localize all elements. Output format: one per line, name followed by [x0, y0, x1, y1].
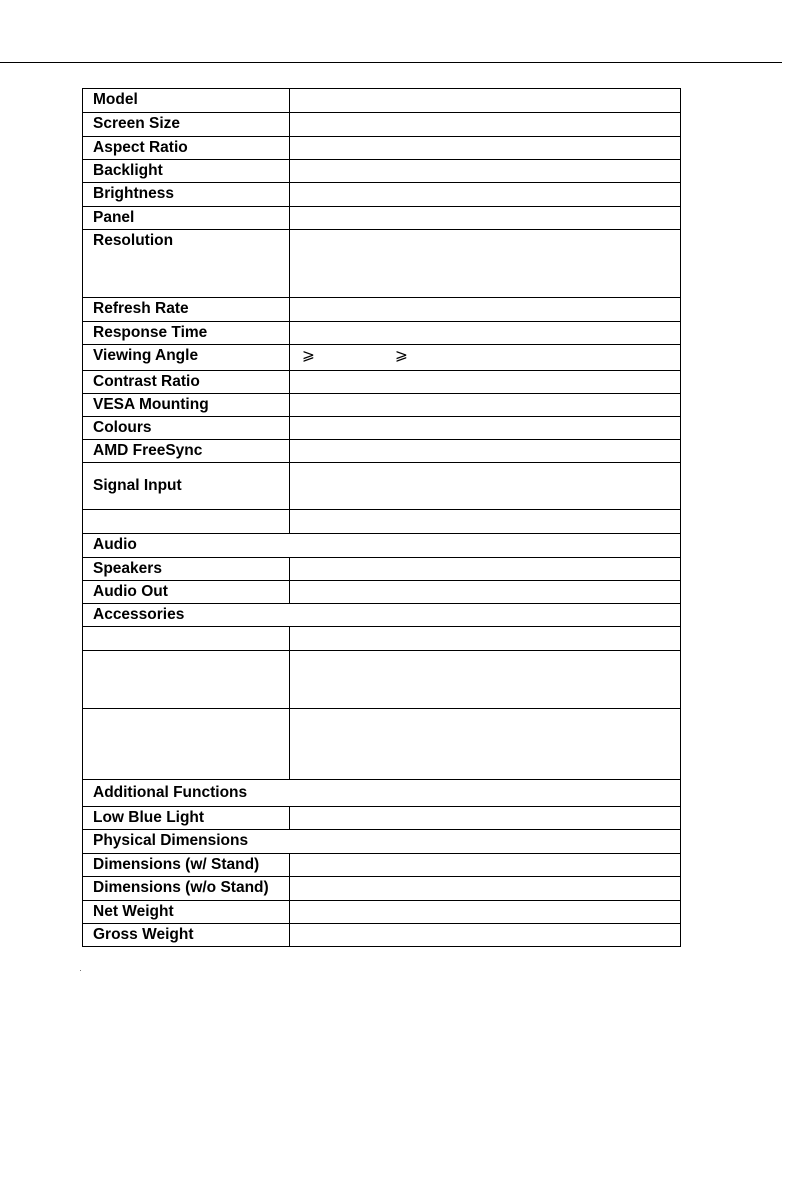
row-value-colours	[290, 417, 681, 440]
row-value-resolution	[290, 230, 681, 298]
row-value-blank	[290, 651, 681, 709]
row-label-response-time: Response Time	[83, 322, 290, 345]
table-row	[83, 298, 681, 322]
table-row	[83, 371, 681, 394]
row-label-brightness: Brightness	[83, 183, 290, 207]
table-row	[83, 463, 681, 510]
section-header-row	[83, 604, 681, 627]
row-value-audio-out	[290, 581, 681, 604]
row-value-amd-freesync	[290, 440, 681, 463]
row-label-vesa-mounting: VESA Mounting	[83, 394, 290, 417]
section-header-additional-functions: Additional Functions	[83, 780, 681, 807]
row-label-signal-input: Signal Input	[83, 463, 290, 510]
row-value-vesa-mounting	[290, 394, 681, 417]
table-row	[83, 322, 681, 345]
row-label-backlight: Backlight	[83, 160, 290, 183]
row-label-contrast-ratio: Contrast Ratio	[83, 371, 290, 394]
row-value-panel	[290, 207, 681, 230]
row-value-contrast-ratio	[290, 371, 681, 394]
row-value-blank	[290, 510, 681, 534]
table-row	[83, 581, 681, 604]
section-header-row	[83, 830, 681, 854]
table-row	[83, 160, 681, 183]
row-label-low-blue-light: Low Blue Light	[83, 807, 290, 830]
row-label-audio-out: Audio Out	[83, 581, 290, 604]
section-header-physical-dimensions: Physical Dimensions	[83, 830, 681, 854]
row-value-net-weight	[290, 901, 681, 924]
row-label-blank	[83, 709, 290, 780]
table-row	[83, 207, 681, 230]
row-label-panel: Panel	[83, 207, 290, 230]
spec-table	[82, 88, 681, 947]
table-row	[83, 854, 681, 877]
row-label-dimensions-with-stand: Dimensions (w/ Stand)	[83, 854, 290, 877]
row-value-gross-weight	[290, 924, 681, 947]
row-label-gross-weight: Gross Weight	[83, 924, 290, 947]
table-row	[83, 137, 681, 160]
table-row	[83, 901, 681, 924]
table-row	[83, 877, 681, 901]
table-row	[83, 417, 681, 440]
row-value-blank	[290, 709, 681, 780]
row-label-model: Model	[83, 89, 290, 113]
section-header-row	[83, 780, 681, 807]
header-rule	[0, 62, 782, 63]
section-header-audio: Audio	[83, 534, 681, 558]
row-value-response-time	[290, 322, 681, 345]
table-row	[83, 924, 681, 947]
row-value-brightness	[290, 183, 681, 207]
row-label-amd-freesync: AMD FreeSync	[83, 440, 290, 463]
row-label-blank	[83, 510, 290, 534]
section-header-accessories: Accessories	[83, 604, 681, 627]
table-row	[83, 627, 681, 651]
table-row	[83, 807, 681, 830]
row-label-aspect-ratio: Aspect Ratio	[83, 137, 290, 160]
row-value-dimensions-without-stand	[290, 877, 681, 901]
table-row	[83, 440, 681, 463]
row-value-dimensions-with-stand	[290, 854, 681, 877]
table-row	[83, 230, 681, 298]
row-label-speakers: Speakers	[83, 558, 290, 581]
row-label-blank	[83, 651, 290, 709]
row-value-aspect-ratio	[290, 137, 681, 160]
row-value-model	[290, 89, 681, 113]
greater-equal-symbol: ⩾	[302, 347, 315, 364]
table-row	[83, 510, 681, 534]
table-row	[83, 651, 681, 709]
row-label-refresh-rate: Refresh Rate	[83, 298, 290, 322]
table-row	[83, 558, 681, 581]
table-row	[83, 709, 681, 780]
table-row	[83, 89, 681, 113]
section-header-row	[83, 534, 681, 558]
row-label-net-weight: Net Weight	[83, 901, 290, 924]
table-row	[83, 183, 681, 207]
row-value-viewing-angle	[290, 345, 681, 371]
row-value-low-blue-light	[290, 807, 681, 830]
row-label-dimensions-without-stand: Dimensions (w/o Stand)	[83, 877, 290, 901]
row-label-colours: Colours	[83, 417, 290, 440]
row-value-refresh-rate	[290, 298, 681, 322]
row-label-screen-size: Screen Size	[83, 113, 290, 137]
speck-mark	[80, 970, 81, 971]
row-label-resolution: Resolution	[83, 230, 290, 298]
greater-equal-symbol: ⩾	[395, 347, 408, 364]
row-value-signal-input	[290, 463, 681, 510]
table-row	[83, 345, 681, 371]
row-value-speakers	[290, 558, 681, 581]
table-row	[83, 394, 681, 417]
row-label-blank	[83, 627, 290, 651]
row-value-screen-size	[290, 113, 681, 137]
row-label-viewing-angle: Viewing Angle	[83, 345, 290, 371]
row-value-blank	[290, 627, 681, 651]
table-row	[83, 113, 681, 137]
row-value-backlight	[290, 160, 681, 183]
